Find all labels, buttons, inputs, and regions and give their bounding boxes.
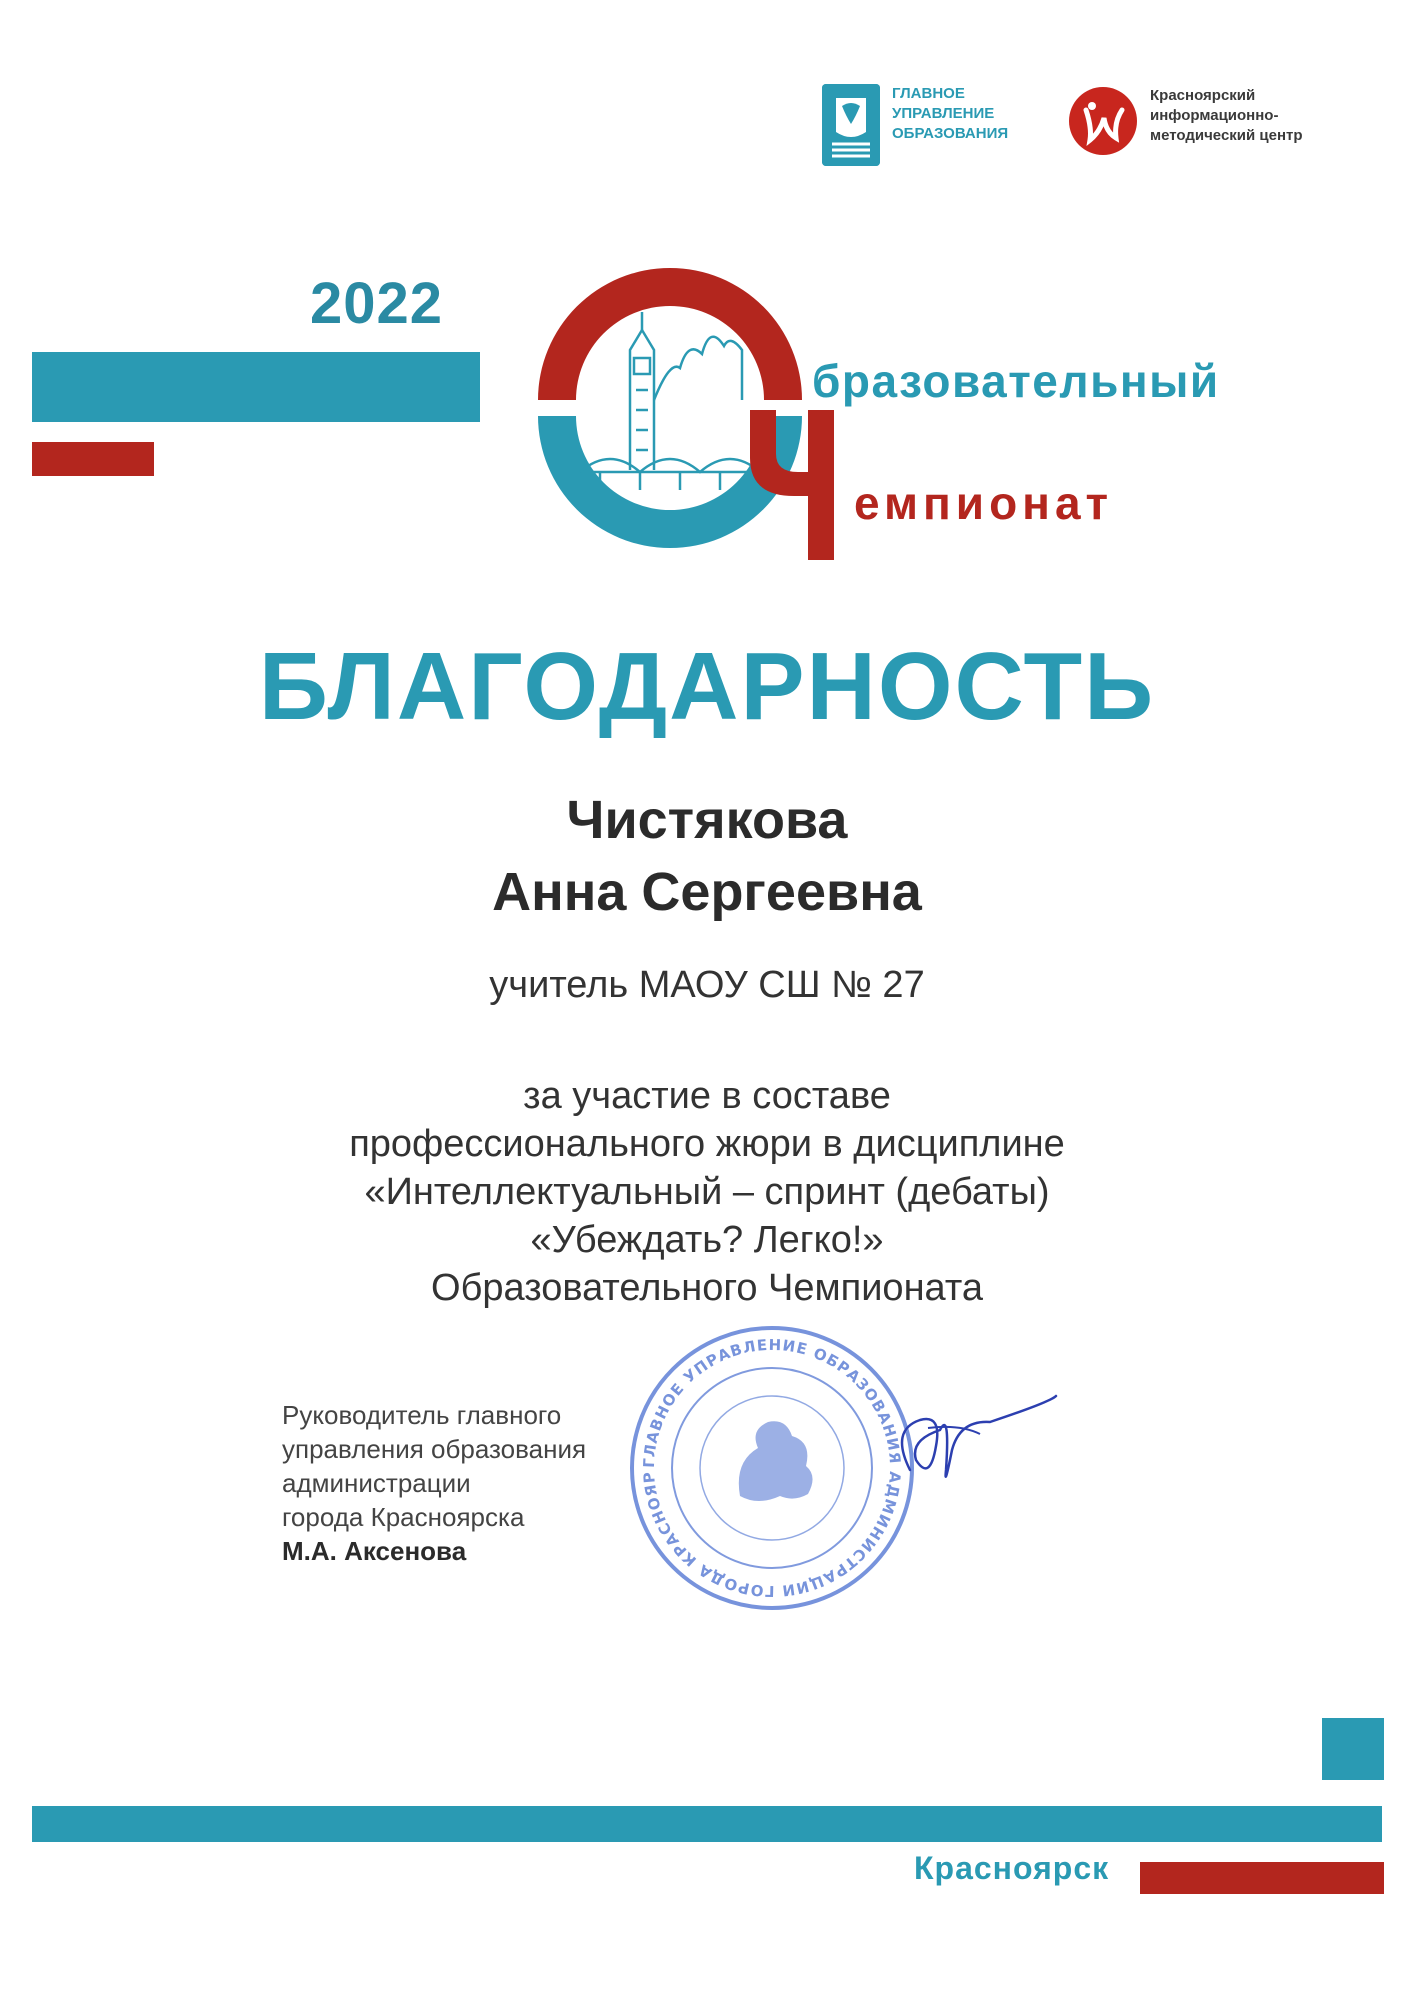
recipient-given-names: Анна Сергеевна <box>492 862 922 922</box>
reason-line: Образовательного Чемпионата <box>431 1267 983 1309</box>
certificate-title: БЛАГОДАРНОСТЬ <box>258 633 1156 740</box>
reason-line: профессионального жюри в дисциплине <box>349 1123 1065 1165</box>
signer-block <box>282 1398 642 1568</box>
decor-bar-blue-bottom <box>32 1806 1382 1842</box>
signature-icon <box>880 1390 1060 1500</box>
event-name-word-1: бразовательный <box>812 355 1220 407</box>
decor-square-blue <box>1322 1718 1384 1780</box>
reason-line: за участие в составе <box>523 1075 891 1117</box>
signer-title-line: города Красноярска <box>282 1502 525 1532</box>
org1-line-3: ОБРАЗОВАНИЯ <box>892 125 1009 142</box>
signer-title-line: управления образования <box>282 1434 587 1464</box>
kimc-name <box>1150 86 1350 146</box>
recipient-name <box>0 784 1414 928</box>
award-reason <box>0 1072 1414 1312</box>
signer-title-line: администрации <box>282 1468 471 1498</box>
letter-che-emblem <box>740 410 850 560</box>
education-department-name <box>892 84 1032 144</box>
signer-name: М.А. Аксенова <box>282 1536 467 1566</box>
org2-line-2: информационно- <box>1150 107 1279 124</box>
org2-line-3: методический центр <box>1150 127 1303 144</box>
decor-bar-red-bottom <box>1140 1862 1384 1894</box>
recipient-position: учитель МАОУ СШ № 27 <box>489 964 925 1006</box>
org1-line-2: УПРАВЛЕНИЕ <box>892 105 995 122</box>
org1-line-1: ГЛАВНОЕ <box>892 85 965 102</box>
decor-bar-blue-top <box>32 352 480 422</box>
signer-title-line: Руководитель главного <box>282 1400 562 1430</box>
reason-line: «Интеллектуальный – спринт (дебаты) <box>364 1171 1050 1213</box>
org2-line-1: Красноярский <box>1150 87 1256 104</box>
event-name-word-2: емпионат <box>854 477 1114 529</box>
city-label: Красноярск <box>914 1850 1110 1886</box>
official-stamp-icon <box>622 1318 922 1618</box>
decor-bar-red-top <box>32 442 154 476</box>
reason-line: «Убеждать? Легко!» <box>530 1219 884 1261</box>
education-department-emblem <box>822 84 880 166</box>
event-year: 2022 <box>310 271 444 336</box>
kimc-logo-icon <box>1068 86 1138 156</box>
recipient-surname: Чистякова <box>566 790 848 850</box>
stamp-text: ГЛАВНОЕ УПРАВЛЕНИЕ ОБРАЗОВАНИЯ АДМИНИСТРАЦИИ ГОРОДА КРАСНОЯР <box>639 1335 905 1601</box>
